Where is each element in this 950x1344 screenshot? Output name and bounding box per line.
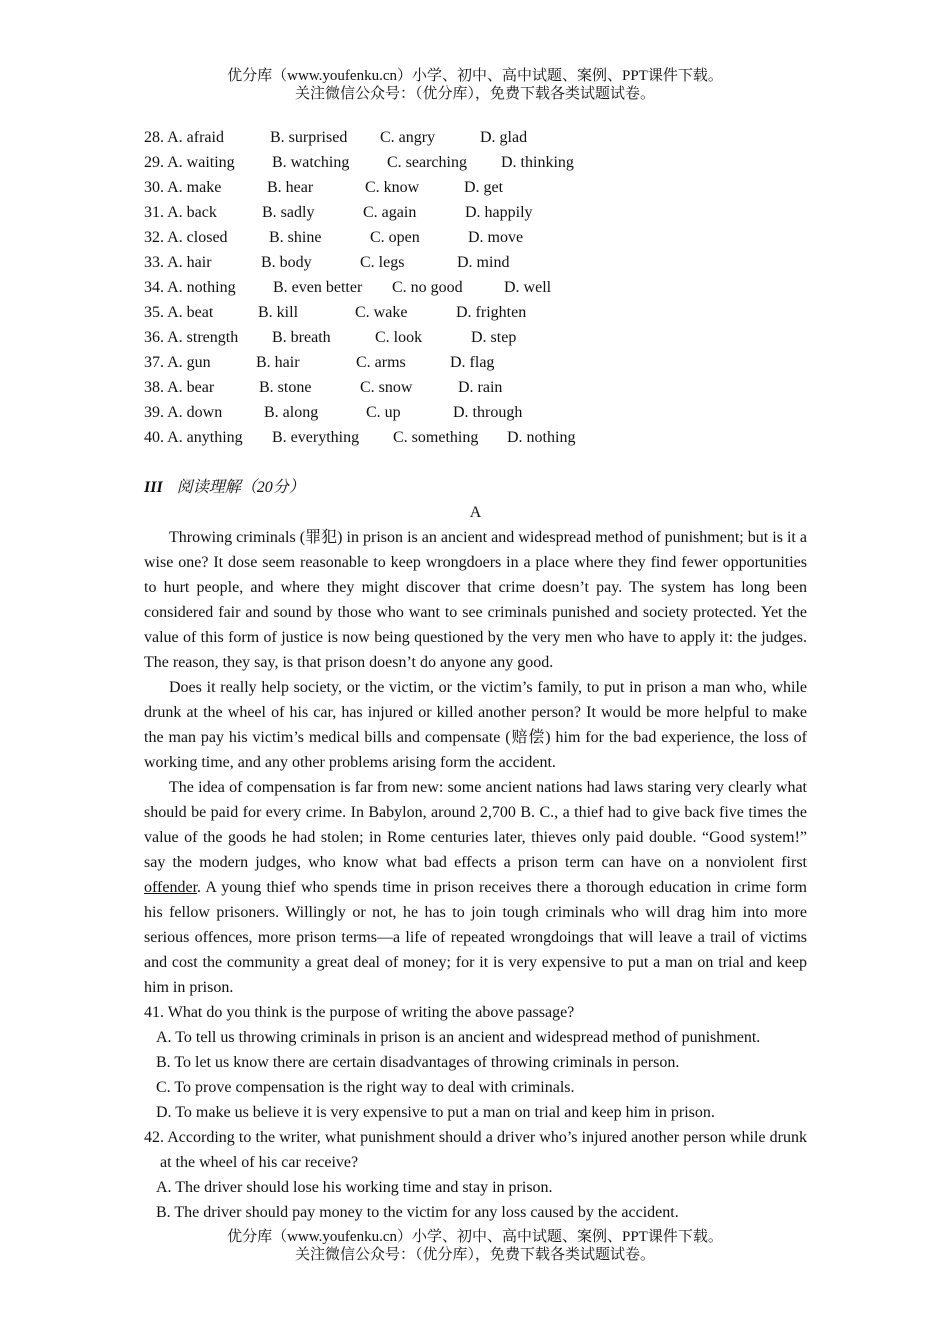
cloze-option-row bbox=[144, 150, 807, 175]
exam-content bbox=[144, 125, 807, 1225]
question-option: B. The driver should pay money to the victim for any loss caused by the accident. bbox=[156, 1204, 679, 1221]
cloze-option-b: B. shine bbox=[269, 229, 322, 246]
cloze-option-a: 35. A. beat bbox=[144, 304, 214, 321]
cloze-option-a: 36. A. strength bbox=[144, 329, 239, 346]
cloze-option-b: B. hear bbox=[267, 179, 314, 196]
cloze-option-c: C. wake bbox=[355, 304, 408, 321]
footer-line-2: 关注微信公众号：（优分库），免费下载各类试题试卷。 bbox=[294, 1247, 655, 1263]
cloze-option-row bbox=[144, 325, 807, 350]
cloze-option-d: D. rain bbox=[458, 379, 503, 396]
header-line-2: 关注微信公众号：（优分库），免费下载各类试题试卷。 bbox=[294, 86, 655, 102]
cloze-option-a: 29. A. waiting bbox=[144, 154, 235, 171]
cloze-option-b: B. breath bbox=[272, 329, 331, 346]
cloze-option-row bbox=[144, 425, 807, 450]
cloze-option-d: D. step bbox=[471, 329, 517, 346]
cloze-option-d: D. mind bbox=[457, 254, 510, 271]
section-heading bbox=[144, 475, 807, 500]
cloze-option-a: 40. A. anything bbox=[144, 429, 243, 446]
footer-line-1: 优分库（www.youfenku.cn）小学、初中、高中试题、案例、PPT课件下载。 bbox=[227, 1229, 723, 1245]
cloze-option-b: B. surprised bbox=[270, 129, 348, 146]
cloze-option-b: B. hair bbox=[256, 354, 300, 371]
question-option: A. The driver should lose his working time and stay in prison. bbox=[156, 1179, 553, 1196]
question-option: B. To let us know there are certain disadvantages of throwing criminals in person. bbox=[156, 1054, 680, 1071]
cloze-option-a: 34. A. nothing bbox=[144, 279, 236, 296]
cloze-option-b: B. watching bbox=[272, 154, 350, 171]
cloze-option-c: C. up bbox=[366, 404, 401, 421]
cloze-option-d: D. well bbox=[504, 279, 552, 296]
cloze-option-row bbox=[144, 250, 807, 275]
cloze-option-d: D. get bbox=[464, 179, 504, 196]
question-option: C. To prove compensation is the right way to deal with criminals. bbox=[156, 1079, 575, 1096]
cloze-option-d: D. through bbox=[453, 404, 523, 421]
cloze-option-c: C. angry bbox=[380, 129, 436, 146]
cloze-option-b: B. along bbox=[264, 404, 319, 421]
page-footer bbox=[0, 1228, 950, 1264]
cloze-option-row bbox=[144, 400, 807, 425]
cloze-option-d: D. nothing bbox=[507, 429, 576, 446]
cloze-option-d: D. move bbox=[468, 229, 524, 246]
cloze-option-row bbox=[144, 300, 807, 325]
cloze-option-c: C. something bbox=[393, 429, 479, 446]
cloze-options-list bbox=[144, 125, 807, 450]
cloze-option-d: D. frighten bbox=[456, 304, 527, 321]
cloze-option-row bbox=[144, 375, 807, 400]
cloze-option-b: B. kill bbox=[258, 304, 299, 321]
cloze-option-c: C. know bbox=[365, 179, 420, 196]
page-header bbox=[0, 67, 950, 103]
header-line-1: 优分库（www.youfenku.cn）小学、初中、高中试题、案例、PPT课件下载。 bbox=[227, 68, 723, 84]
cloze-option-d: D. happily bbox=[465, 204, 533, 221]
passage-paragraph-3 bbox=[144, 775, 807, 1000]
question-stem: 42. According to the writer, what punishment should a driver who’s injured another person while drunk at the wheel of his car receive? bbox=[144, 1129, 807, 1171]
cloze-option-a: 32. A. closed bbox=[144, 229, 228, 246]
cloze-option-c: C. again bbox=[363, 204, 417, 221]
cloze-option-b: B. even better bbox=[273, 279, 363, 296]
section-number: III bbox=[144, 479, 163, 496]
paragraph-3-text-after: . A young thief who spends time in prison receives there a thorough education in crime form his fellow prisoners. Willingly or not, he has to join tough criminals who will drag him into more serious offences, more prison terms—a life of repeated wrongdoings that will leave a trail of victims and cost the community a great deal of money; for it is very expensive to put a man on trial and keep him in prison. bbox=[144, 879, 807, 996]
cloze-option-d: D. flag bbox=[450, 354, 495, 371]
cloze-option-d: D. thinking bbox=[501, 154, 574, 171]
cloze-option-row bbox=[144, 275, 807, 300]
passage-label: A bbox=[469, 504, 482, 521]
question-42 bbox=[144, 1125, 807, 1225]
cloze-option-d: D. glad bbox=[480, 129, 528, 146]
cloze-option-b: B. stone bbox=[259, 379, 312, 396]
cloze-option-a: 38. A. bear bbox=[144, 379, 215, 396]
cloze-option-c: C. no good bbox=[392, 279, 463, 296]
cloze-option-a: 31. A. back bbox=[144, 204, 217, 221]
question-41 bbox=[144, 1000, 807, 1125]
cloze-option-c: C. look bbox=[375, 329, 423, 346]
cloze-option-a: 33. A. hair bbox=[144, 254, 212, 271]
question-option: A. To tell us throwing criminals in prison is an ancient and widespread method of punishment. bbox=[156, 1029, 761, 1046]
cloze-option-a: 37. A. gun bbox=[144, 354, 211, 371]
paragraph-3-text-before: The idea of compensation is far from new: some ancient nations had laws staring very clearly what should be paid for every crime. In Babylon, around 2,700 B. C., a thief had to give back five times the value of the goods he had stolen; in Rome centuries later, thieves only paid double. “Good system!” say the modern judges, who know what bad effects a prison term can have on a nonviolent first bbox=[144, 779, 807, 871]
cloze-option-a: 39. A. down bbox=[144, 404, 223, 421]
cloze-option-row bbox=[144, 200, 807, 225]
cloze-option-c: C. open bbox=[370, 229, 420, 246]
cloze-option-row bbox=[144, 125, 807, 150]
cloze-option-c: C. legs bbox=[360, 254, 405, 271]
question-stem: 41. What do you think is the purpose of writing the above passage? bbox=[144, 1004, 575, 1021]
passage-paragraph-1: Throwing criminals (罪犯) in prison is an ancient and widespread method of punishment; but is it a wise one? It dose seem reasonable to keep wrongdoers in a place where they find fewer opportunities to hurt people, and where they might discover that crime doesn’t pay. The system has long been considered fair and sound by those who want to see criminals punished and society protected. Yet the value of this form of justice is now being questioned by the very men who have to apply it: the judges. The reason, they say, is that prison doesn’t do anyone any good. bbox=[144, 529, 807, 671]
cloze-option-c: C. snow bbox=[360, 379, 413, 396]
cloze-option-row bbox=[144, 225, 807, 250]
cloze-option-c: C. arms bbox=[356, 354, 406, 371]
cloze-option-row bbox=[144, 175, 807, 200]
cloze-option-b: B. everything bbox=[272, 429, 360, 446]
cloze-option-a: 30. A. make bbox=[144, 179, 222, 196]
cloze-option-row bbox=[144, 350, 807, 375]
cloze-option-b: B. body bbox=[261, 254, 312, 271]
question-option: D. To make us believe it is very expensive to put a man on trial and keep him in prison. bbox=[156, 1104, 715, 1121]
underlined-word: offender bbox=[144, 879, 198, 896]
cloze-option-a: 28. A. afraid bbox=[144, 129, 224, 146]
cloze-option-b: B. sadly bbox=[262, 204, 315, 221]
passage-paragraph-2: Does it really help society, or the victim, or the victim’s family, to put in prison a man who, while drunk at the wheel of his car, has injured or killed another person? It would be more helpful to make the man pay his victim’s medical bills and compensate (赔偿) him for the bad experience, the loss of working time, and any other problems arising form the accident. bbox=[144, 679, 807, 771]
cloze-option-c: C. searching bbox=[387, 154, 467, 171]
section-title: 阅读理解（20分） bbox=[176, 479, 305, 496]
